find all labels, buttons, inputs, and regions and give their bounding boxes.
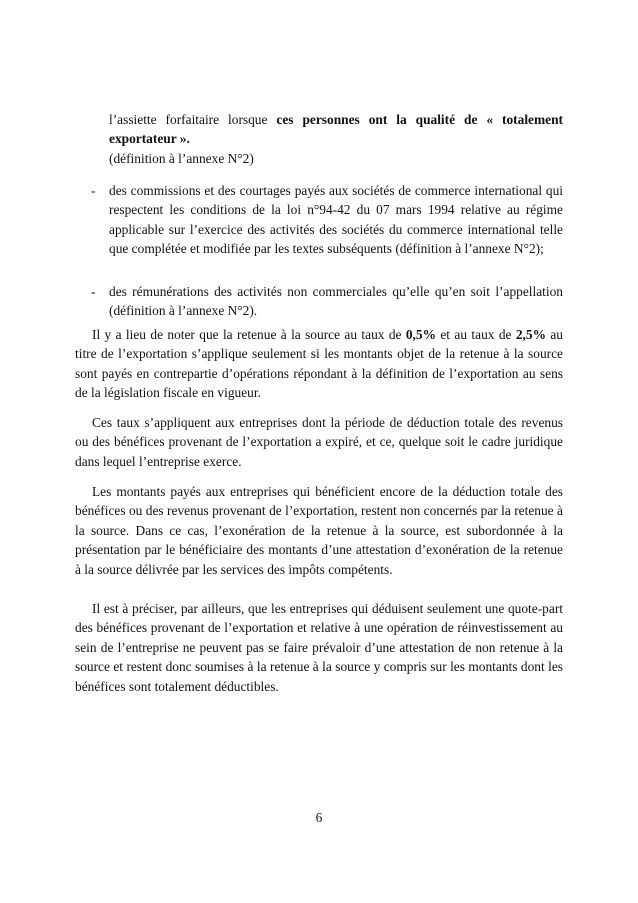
- paragraph-text: Il y a lieu de noter que la retenue à la source au taux de: [92, 327, 406, 342]
- rate-value: 2,5%: [515, 327, 546, 342]
- continuation-paragraph: [109, 110, 563, 168]
- paragraph-montants: [75, 482, 563, 579]
- paragraph-text: Les montants payés aux entreprises qui bénéficient encore de la déduction totale des bénéfices ou des revenus provenant de l’exportation, restent non concernés par la retenue à la source. Dans ce cas, l’exonération de la retenue à la source, est subordonnée à la présentation par le bénéficiaire des montants d’une attestation d’exonération de la retenue à la source délivrée par les services des impôts compétents.: [75, 484, 563, 577]
- bullet-item-remunerations: des rémunérations des activités non commerciales qu’elle qu’en soit l’appellation (définition à l’annexe N°2).: [109, 284, 563, 319]
- bullet-marker: -: [91, 284, 96, 299]
- continuation-bold-text: ces personnes ont la qualité de « totalement exportateur ».: [109, 112, 563, 147]
- continuation-text: l’assiette forfaitaire lorsque: [109, 112, 277, 127]
- paragraph-preciser: [75, 599, 563, 696]
- bullet-item-commissions: des commissions et des courtages payés aux sociétés de commerce international qui respectent les conditions de la loi n°94-42 du 07 mars 1994 relative au régime applicable sur l’exercice des activités des sociétés du commerce international telle que complétée et modifiée par les textes subséquents (définition à l’annexe N°2);: [109, 183, 563, 257]
- paragraph-text: et au taux de: [436, 327, 516, 342]
- rate-value: 0,5%: [405, 327, 436, 342]
- page-number: 6: [315, 810, 323, 825]
- paragraph-text: Il est à préciser, par ailleurs, que les entreprises qui déduisent seulement une quote-part des bénéfices provenant de l’exportation et relative à une opération de réinvestissement au sein de l’entreprise ne peuvent pas se faire prévaloir d’une attestation de non retenue à la source et restent donc soumises à la retenue à la source y compris sur les montants dont les bénéfices sont totalement déductibles.: [75, 601, 563, 694]
- definition-reference: (définition à l’annexe N°2): [109, 150, 254, 166]
- paragraph-retenue-note: [75, 325, 563, 403]
- paragraph-text: au titre de l’exportation s’applique seulement si les montants objet de la retenue à la source sont payés en contrepartie d’opérations répondant à la définition de l’exportation au sens de la législation fiscale en vigueur.: [75, 327, 563, 401]
- paragraph-taux: [75, 413, 563, 471]
- paragraph-text: Ces taux s’appliquent aux entreprises dont la période de déduction totale des revenus ou des bénéfices provenant de l’exportation a expiré, et ce, quelque soit le cadre juridique dans lequel l’entreprise exerce.: [75, 415, 563, 469]
- bullet-marker: -: [91, 183, 96, 198]
